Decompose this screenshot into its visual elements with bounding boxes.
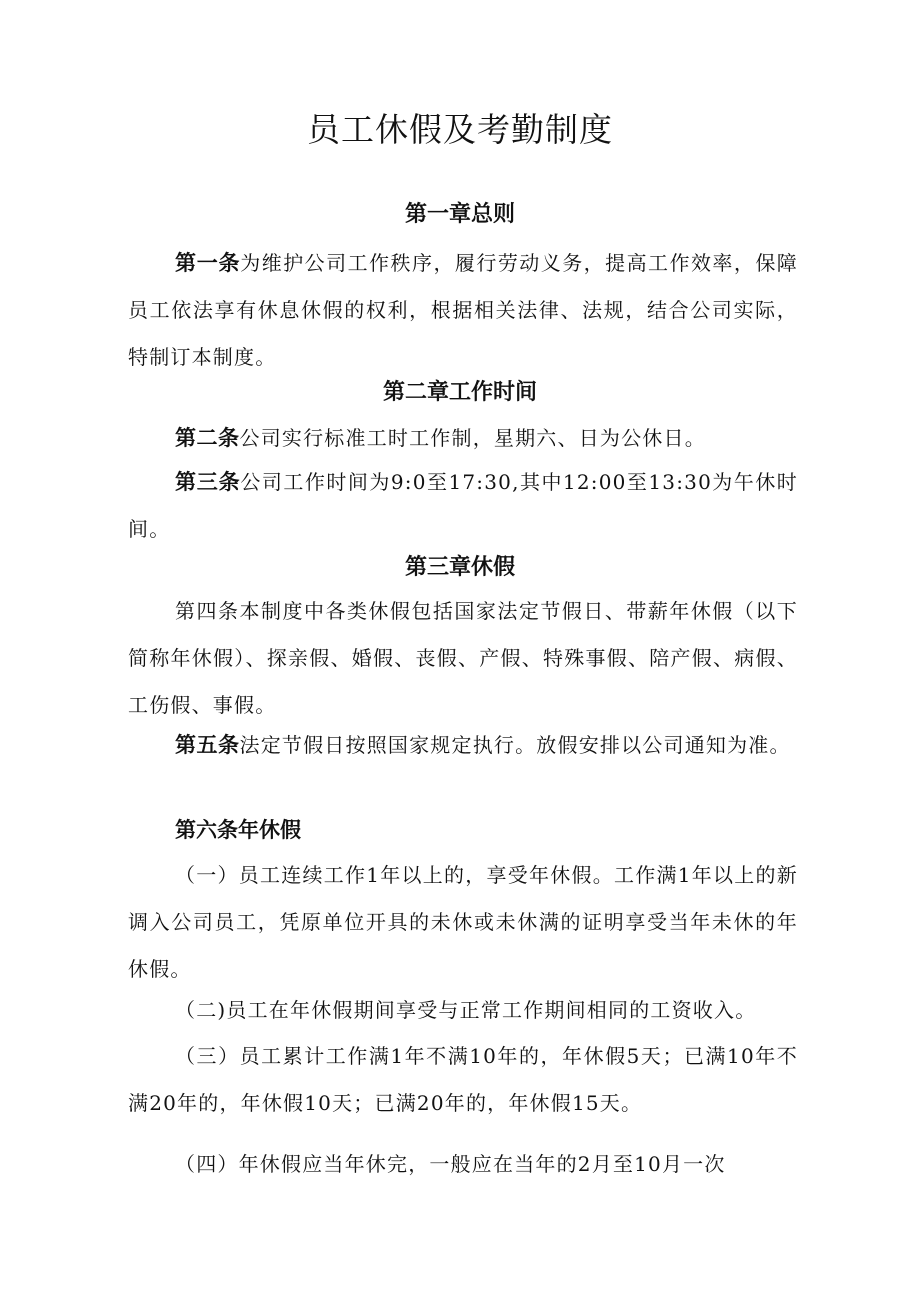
article1-paragraph [128, 240, 798, 381]
chapter2-heading: 第二章工作时间 [382, 380, 537, 405]
article2-paragraph [128, 415, 798, 462]
article2-label: 第二条 [175, 426, 240, 450]
chapter1-heading: 第一章总则 [404, 202, 515, 227]
document-title: 员工休假及考勤制度 [307, 110, 613, 149]
article6-heading: 第六条年休假 [175, 818, 301, 842]
article6-item1: （一）员工连续工作1年以上的，享受年休假。工作满1年以上的新调入公司员工，凭原单位开具的未休或未休满的证明享受当年未休的年休假。 [128, 863, 798, 981]
article3-label: 第三条 [175, 470, 241, 494]
article1-label: 第一条 [175, 251, 241, 275]
article5-text: 法定节假日按照国家规定执行。放假安排以公司通知为准。 [239, 733, 791, 757]
article6-item2: （二)员工在年休假期间享受与正常工作期间相同的工资收入。 [175, 998, 757, 1022]
article4-paragraph: 第四条本制度中各类休假包括国家法定节假日、带薪年休假（以下简称年休假）、探亲假、婚假、丧假、产假、特殊事假、陪产假、病假、工伤假、事假。 [128, 599, 798, 717]
article6-item3: （三）员工累计工作满1年不满10年的，年休假5天；已满10年不满20年的，年休假10天；已满20年的，年休假15天。 [128, 1044, 798, 1115]
article6-item4: （四）年休假应当年休完，一般应在当年的2月至10月一次 [175, 1152, 726, 1176]
article3-text: 公司工作时间为9:0至17:30,其中12:00至13:30为午休时间。 [128, 470, 798, 541]
chapter3-heading: 第三章休假 [404, 555, 515, 580]
article1-text: 为维护公司工作秩序，履行劳动义务，提高工作效率，保障员工依法享有休息休假的权利，根据相关法律、法规，结合公司实际，特制订本制度。 [128, 251, 799, 369]
article2-text: 公司实行标准工时工作制，星期六、日为公休日。 [239, 426, 706, 450]
article5-paragraph [128, 722, 798, 769]
article5-label: 第五条 [175, 733, 240, 757]
article3-paragraph [128, 459, 798, 553]
